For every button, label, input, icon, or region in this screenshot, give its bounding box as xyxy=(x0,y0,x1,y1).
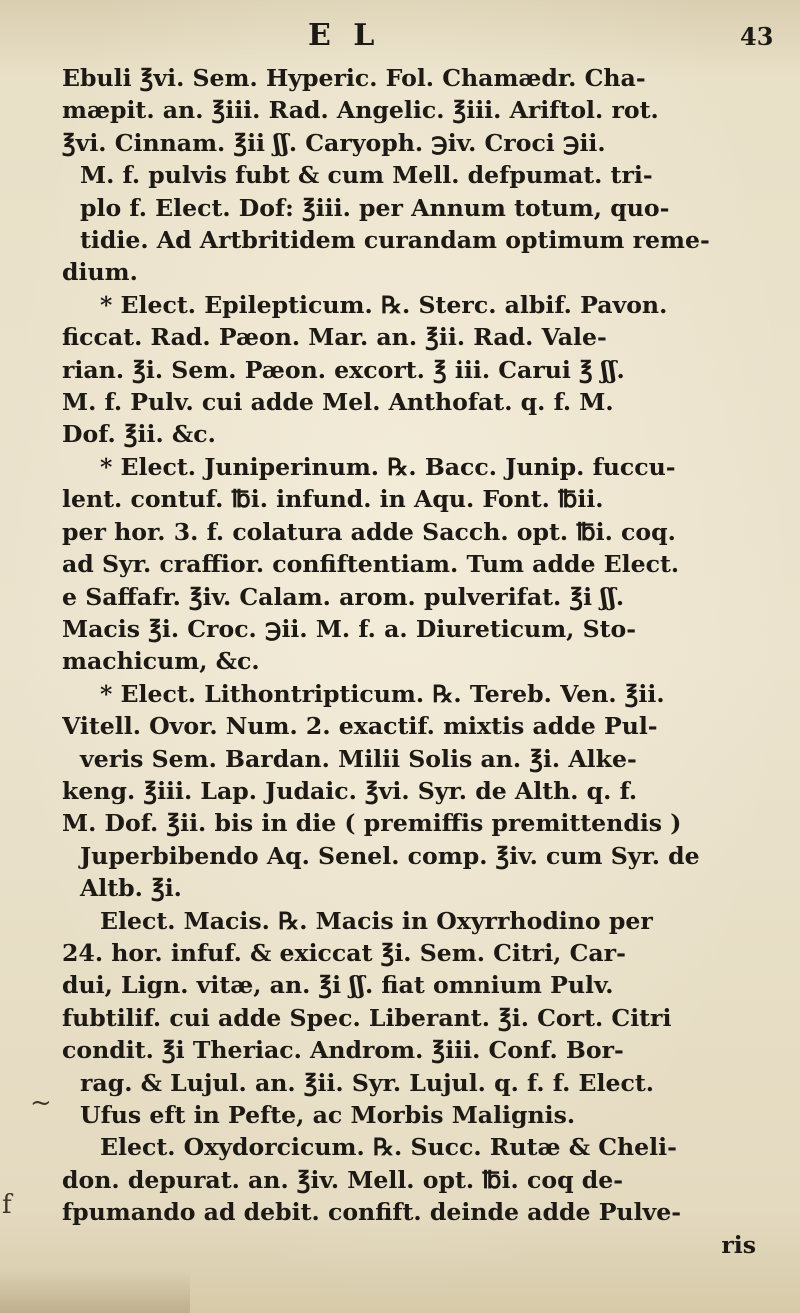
text-line: Ebuli ℥vi. Sem. Hyperic. Fol. Chamædr. Cha- xyxy=(62,64,646,92)
text-line: Dof. ℥ii. &c. xyxy=(62,420,216,449)
text-line: rian. ℥i. Sem. Pæon. excort. ℥ iii. Carui ℥ ʃʃ. xyxy=(62,355,625,384)
text-line: don. depurat. an. ℥iv. Mell. opt. ℔i. coq de- xyxy=(62,1165,624,1194)
text-line: plo f. Elect. Dof: ℥iii. per Annum totum, quo- xyxy=(80,193,670,222)
text-line: M. f. Pulv. cui adde Mel. Anthofat. q. f. M. xyxy=(62,388,614,417)
text-line: fubtilif. cui adde Spec. Liberant. ℥i. Cort. Citri xyxy=(62,1003,672,1032)
text-line: M. Dof. ℥ii. bis in die ( premiffis premittendis ) xyxy=(62,809,682,838)
page-number: 43 xyxy=(740,22,774,51)
text-line: 24. hor. infuf. & exiccat ℥i. Sem. Citri, Car- xyxy=(62,938,626,967)
text-line: dium. xyxy=(62,258,138,287)
text-line: lent. contuf. ℔i. infund. in Aqu. Font. ℔ii. xyxy=(62,485,604,514)
text-line: machicum, &c. xyxy=(62,647,260,676)
text-line: mæpit. an. ℥iii. Rad. Angelic. ℥iii. Ariftol. rot. xyxy=(62,96,659,125)
text-line: * Elect. Juniperinum. ℞. Bacc. Junip. fuccu- xyxy=(100,452,676,481)
text-body xyxy=(62,62,784,1261)
text-line: ℥vi. Cinnam. ℥ii ʃʃ. Caryoph. ℈iv. Croci ℈ii. xyxy=(62,128,606,157)
text-line: per hor. 3. f. colatura adde Sacch. opt. ℔i. coq. xyxy=(62,517,676,546)
text-line: M. f. pulvis fubt & cum Mell. defpumat. tri- xyxy=(80,161,653,190)
text-line: rag. & Lujul. an. ℥ii. Syr. Lujul. q. f. f. Elect. xyxy=(80,1068,654,1097)
running-title: E L xyxy=(308,18,381,53)
page-corner-shadow xyxy=(0,1270,190,1313)
text-line: keng. ℥iii. Lap. Judaic. ℥vi. Syr. de Alth. q. f. xyxy=(62,776,638,805)
text-line: ficcat. Rad. Pæon. Mar. an. ℥ii. Rad. Vale- xyxy=(62,323,607,352)
text-line: Vitell. Ovor. Num. 2. exactif. mixtis adde Pul- xyxy=(62,712,658,741)
text-line: * Elect. Epilepticum. ℞. Sterc. albif. Pavon. xyxy=(100,290,668,319)
text-line: Ufus eft in Pefte, ac Morbis Malignis. xyxy=(80,1101,576,1129)
text-line: Altb. ℥i. xyxy=(80,874,182,903)
text-line: ad Syr. craffior. confiftentiam. Tum adde Elect. xyxy=(62,550,680,579)
text-line: Elect. Oxydorcicum. ℞. Succ. Rutæ & Cheli- xyxy=(100,1133,677,1162)
text-line: fpumando ad debit. confift. deinde adde Pulve- xyxy=(62,1198,682,1227)
text-line: e Saffafr. ℥iv. Calam. arom. pulverifat. ℥i ʃʃ. xyxy=(62,582,625,611)
text-line: condit. ℥i Theriac. Androm. ℥iii. Conf. Bor- xyxy=(62,1036,624,1065)
margin-mark: ~ xyxy=(30,1088,52,1118)
text-line: Macis ℥i. Croc. ℈ii. M. f. a. Diureticum, Sto- xyxy=(62,614,637,643)
text-line: * Elect. Lithontripticum. ℞. Tereb. Ven. ℥ii. xyxy=(100,679,665,708)
text-line: Elect. Macis. ℞. Macis in Oxyrrhodino per xyxy=(100,906,653,935)
text-line: tidie. Ad Artbritidem curandam optimum reme- xyxy=(80,226,710,255)
margin-mark: f xyxy=(2,1190,12,1220)
text-line: Juperbibendo Aq. Senel. comp. ℥iv. cum Syr. de xyxy=(80,841,700,870)
text-line: dui, Lign. vitæ, an. ℥i ʃʃ. fiat omnium Pulv. xyxy=(62,971,614,1000)
running-head xyxy=(0,12,800,56)
text-line: veris Sem. Bardan. Milii Solis an. ℥i. Alke- xyxy=(80,744,637,773)
catchword: ris xyxy=(721,1230,756,1259)
